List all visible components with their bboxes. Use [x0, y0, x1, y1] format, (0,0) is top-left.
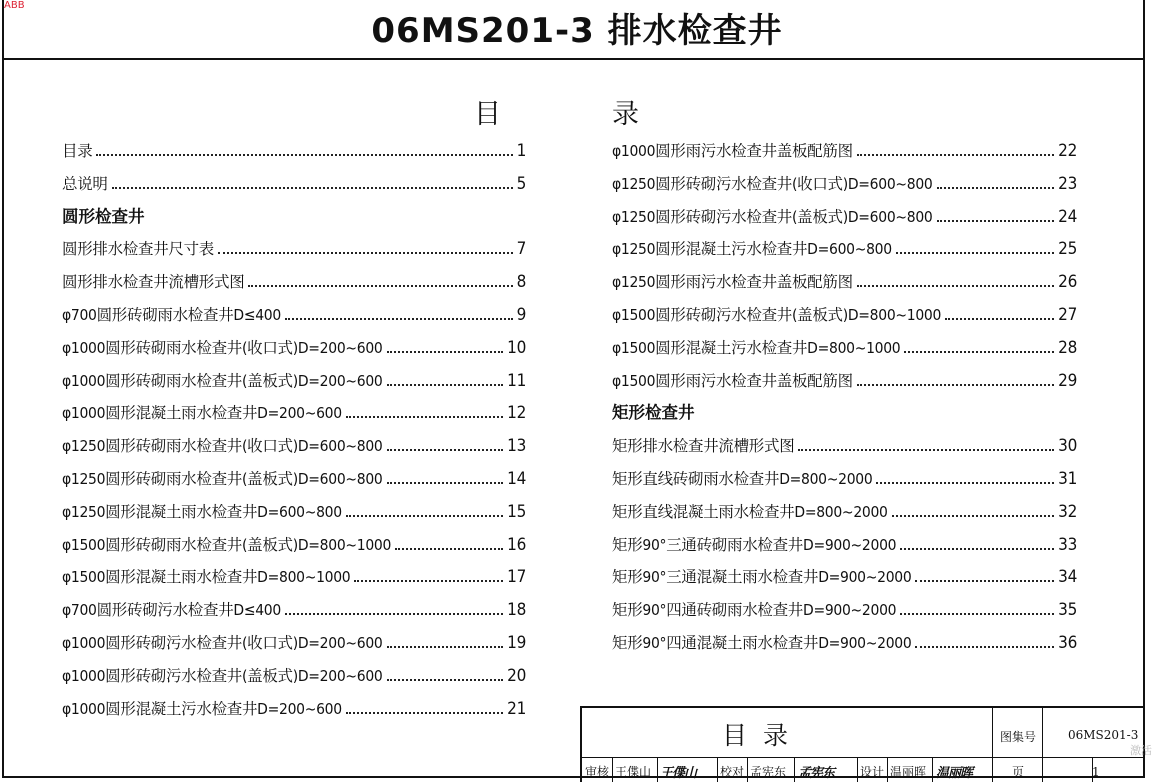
toc-entry[interactable]: [612, 563, 1077, 587]
toc-entry-title: 矩形90°四通砖砌雨水检查井D=900~2000: [612, 601, 897, 620]
toc-entry-page: 28: [1058, 337, 1077, 358]
toc-leader-dots: [96, 154, 512, 156]
toc-entry[interactable]: [612, 367, 1077, 391]
toc-entry-page: 22: [1058, 141, 1077, 161]
toc-entry[interactable]: [62, 563, 526, 587]
toc-entry-page: 8: [516, 272, 526, 293]
toc-leader-dots: [904, 351, 1054, 353]
toc-leader-dots: [285, 613, 503, 615]
toc-entry-title: φ1250圆形砖砌雨水检查井(收口式)D=600~800: [62, 437, 383, 456]
toc-entry-title: 圆形排水检查井尺寸表: [62, 240, 215, 259]
toc-entry-title: φ1500圆形混凝土污水检查井D=800~1000: [612, 338, 901, 357]
toc-leader-dots: [346, 416, 503, 418]
toc-entry[interactable]: [612, 170, 1077, 194]
toc-leader-dots: [915, 580, 1054, 582]
toc-entry-page: 12: [507, 403, 526, 424]
toc-entry-page: 16: [507, 534, 526, 555]
toc-entry[interactable]: [612, 465, 1077, 489]
title-block-title: 目 录: [722, 721, 792, 750]
title-block: [580, 706, 1145, 782]
toc-entry-title: φ1000圆形砖砌污水检查井(收口式)D=200~600: [62, 634, 383, 652]
title-block-rule: [932, 757, 933, 782]
toc-entry-title: 总说明: [62, 174, 108, 193]
toc-entry[interactable]: [62, 465, 526, 489]
title-block-rule: [1042, 708, 1043, 782]
toc-leader-dots: [218, 252, 513, 254]
toc-entry[interactable]: [62, 334, 526, 358]
toc-leader-dots: [346, 515, 503, 517]
toc-entry-title: φ700圆形砖砌污水检查井D≤400: [62, 601, 281, 620]
toc-entry-page: 34: [1058, 567, 1077, 588]
toc-entry[interactable]: [62, 695, 526, 719]
toc-leader-dots: [387, 482, 504, 484]
toc-entry[interactable]: [612, 531, 1077, 555]
toc-entry[interactable]: [62, 629, 526, 653]
toc-entry[interactable]: [62, 268, 526, 292]
toc-entry[interactable]: [62, 235, 526, 259]
watermark: 激活: [1130, 744, 1152, 757]
toc-entry-title: φ1000圆形砖砌雨水检查井(收口式)D=200~600: [62, 338, 383, 357]
toc-entry-title: φ1250圆形混凝土雨水检查井D=600~800: [62, 502, 342, 521]
toc-entry[interactable]: [612, 596, 1077, 620]
toc-leader-dots: [248, 285, 512, 287]
toc-entry[interactable]: [62, 137, 526, 161]
toc-entry[interactable]: [612, 235, 1077, 259]
toc-entry[interactable]: [612, 268, 1077, 292]
toc-entry-title: φ1000圆形雨污水检查井盖板配筋图: [612, 142, 853, 160]
document-title: 06MS201-3 排水检查井: [371, 11, 783, 51]
toc-entry-page: 24: [1058, 206, 1077, 227]
toc-entry-page: 10: [507, 337, 526, 358]
toc-leader-dots: [387, 449, 504, 451]
toc-entry[interactable]: [62, 301, 526, 325]
title-block-rule: [657, 757, 658, 782]
toc-entry-page: 29: [1058, 370, 1077, 391]
toc-leader-dots: [915, 646, 1054, 648]
toc-entry[interactable]: [62, 170, 526, 194]
atlas-number-label: 图集号: [1000, 730, 1037, 744]
corner-mark: ABB: [4, 0, 25, 11]
toc-entry-page: 36: [1058, 633, 1077, 653]
toc-entry-title: 矩形直线混凝土雨水检查井D=800~2000: [612, 502, 888, 521]
title-block-rule: [887, 757, 888, 782]
toc-leader-dots: [387, 646, 504, 648]
toc-leader-dots: [945, 318, 1054, 320]
toc-entry[interactable]: [612, 629, 1077, 653]
title-block-rule: [992, 708, 993, 782]
toc-entry-page: 9: [516, 305, 526, 325]
toc-entry-title: φ1500圆形混凝土雨水检查井D=800~1000: [62, 568, 351, 587]
toc-entry[interactable]: [62, 367, 526, 391]
title-block-rule: [717, 757, 718, 782]
checker-name: 孟宪东: [750, 765, 787, 779]
toc-heading-left: 目: [474, 99, 501, 130]
review-label: 审核: [585, 765, 610, 779]
toc-entry-title: 矩形90°四通混凝土雨水检查井D=900~2000: [612, 634, 912, 652]
toc-entry-page: 27: [1058, 305, 1077, 325]
check-label: 校对: [720, 765, 745, 779]
toc-entry-title: φ1250圆形雨污水检查井盖板配筋图: [612, 273, 853, 292]
toc-entry[interactable]: [62, 432, 526, 456]
toc-section-heading: 圆形检查井: [62, 206, 145, 226]
toc-entry-title: φ1250圆形砖砌污水检查井(收口式)D=600~800: [612, 174, 933, 193]
toc-leader-dots: [900, 548, 1054, 550]
toc-entry-page: 1: [516, 141, 526, 161]
toc-entry-page: 14: [507, 469, 526, 489]
designer-signature: 温丽晖: [936, 766, 973, 781]
toc-entry[interactable]: [612, 334, 1077, 358]
toc-entry-title: 圆形排水检查井流槽形式图: [62, 273, 245, 292]
toc-entry[interactable]: [62, 498, 526, 522]
toc-entry-title: φ1250圆形砖砌污水检查井(盖板式)D=600~800: [612, 207, 933, 226]
toc-entry-page: 13: [507, 436, 526, 457]
toc-entry-title: 矩形90°三通混凝土雨水检查井D=900~2000: [612, 568, 912, 587]
page-label: 页: [1012, 765, 1025, 779]
checker-signature: 孟宪东: [798, 766, 835, 781]
toc-entry-page: 17: [507, 567, 526, 588]
toc-entry-page: 25: [1058, 239, 1077, 260]
toc-entry-title: φ1000圆形混凝土雨水检查井D=200~600: [62, 404, 342, 423]
toc-entry[interactable]: [612, 203, 1077, 227]
toc-entry-page: 21: [507, 698, 526, 719]
page-number: 1: [1092, 765, 1100, 779]
toc-entry-page: 20: [507, 665, 526, 686]
toc-entry[interactable]: [612, 498, 1077, 522]
toc-section-heading: 矩形检查井: [612, 403, 695, 423]
title-block-rule: [794, 757, 795, 782]
atlas-number: 06MS201-3: [1068, 728, 1139, 742]
toc-entry-title: φ700圆形砖砌雨水检查井D≤400: [62, 306, 281, 324]
toc-leader-dots: [892, 515, 1055, 517]
toc-leader-dots: [387, 351, 504, 353]
title-block-rule: [857, 757, 858, 782]
toc-entry-title: φ1500圆形雨污水检查井盖板配筋图: [612, 371, 853, 390]
toc-entry-page: 33: [1058, 534, 1077, 555]
toc-entry-page: 31: [1058, 469, 1077, 489]
toc-leader-dots: [285, 318, 513, 320]
toc-leader-dots: [387, 679, 504, 681]
toc-leader-dots: [346, 712, 503, 714]
toc-entry-page: 11: [507, 370, 526, 391]
toc-entry-title: 矩形排水检查井流槽形式图: [612, 437, 795, 456]
toc-entry-title: φ1000圆形砖砌雨水检查井(盖板式)D=200~600: [62, 371, 383, 390]
toc-leader-dots: [395, 548, 503, 550]
toc-entry[interactable]: [62, 399, 526, 423]
toc-entry-page: 15: [507, 501, 526, 522]
toc-leader-dots: [937, 220, 1055, 222]
toc-entry-title: φ1000圆形混凝土污水检查井D=200~600: [62, 699, 342, 718]
toc-leader-dots: [857, 384, 1054, 386]
toc-entry-title: φ1500圆形砖砌雨水检查井(盖板式)D=800~1000: [62, 535, 392, 554]
toc-entry-title: φ1250圆形砖砌雨水检查井(盖板式)D=600~800: [62, 470, 383, 488]
header-divider: [2, 58, 1145, 60]
toc-entry-page: 30: [1058, 436, 1077, 457]
toc-entry-page: 5: [516, 173, 526, 194]
designer-name: 温丽晖: [890, 765, 927, 779]
toc-leader-dots: [896, 252, 1054, 254]
toc-leader-dots: [857, 154, 1054, 156]
toc-leader-dots: [387, 384, 504, 386]
toc-leader-dots: [354, 580, 503, 582]
toc-entry-page: 32: [1058, 501, 1077, 522]
toc-entry-page: 18: [507, 600, 526, 621]
toc-entry-page: 35: [1058, 600, 1077, 621]
toc-entry[interactable]: [62, 596, 526, 620]
toc-entry-page: 26: [1058, 272, 1077, 293]
toc-entry-page: 7: [516, 239, 526, 260]
title-block-divider: [582, 757, 1145, 758]
title-block-rule: [612, 757, 613, 782]
toc-entry-title: 目录: [62, 142, 93, 160]
toc-entry-title: φ1250圆形混凝土污水检查井D=600~800: [612, 240, 892, 259]
toc-entry[interactable]: [612, 137, 1077, 161]
toc-leader-dots: [112, 187, 513, 189]
toc-leader-dots: [937, 187, 1055, 189]
toc-leader-dots: [857, 285, 1054, 287]
toc-entry-title: 矩形直线砖砌雨水检查井D=800~2000: [612, 470, 873, 488]
toc-entry[interactable]: [612, 301, 1077, 325]
toc-entry-title: φ1000圆形砖砌污水检查井(盖板式)D=200~600: [62, 666, 383, 685]
reviewer-signature: 王偞山: [660, 766, 697, 781]
toc-entry-page: 23: [1058, 173, 1077, 194]
toc-entry-page: 19: [507, 633, 526, 653]
reviewer-name: 王偞山: [615, 765, 652, 779]
toc-heading-right: 录: [612, 99, 639, 130]
toc-entry[interactable]: [62, 531, 526, 555]
toc-entry[interactable]: [612, 432, 1077, 456]
toc-entry-title: 矩形90°三通砖砌雨水检查井D=900~2000: [612, 535, 897, 554]
title-block-rule: [747, 757, 748, 782]
toc-entry[interactable]: [62, 662, 526, 686]
toc-leader-dots: [900, 613, 1054, 615]
toc-entry-title: φ1500圆形砖砌污水检查井(盖板式)D=800~1000: [612, 306, 942, 324]
toc-leader-dots: [798, 449, 1054, 451]
toc-leader-dots: [876, 482, 1054, 484]
design-label: 设计: [860, 765, 885, 779]
